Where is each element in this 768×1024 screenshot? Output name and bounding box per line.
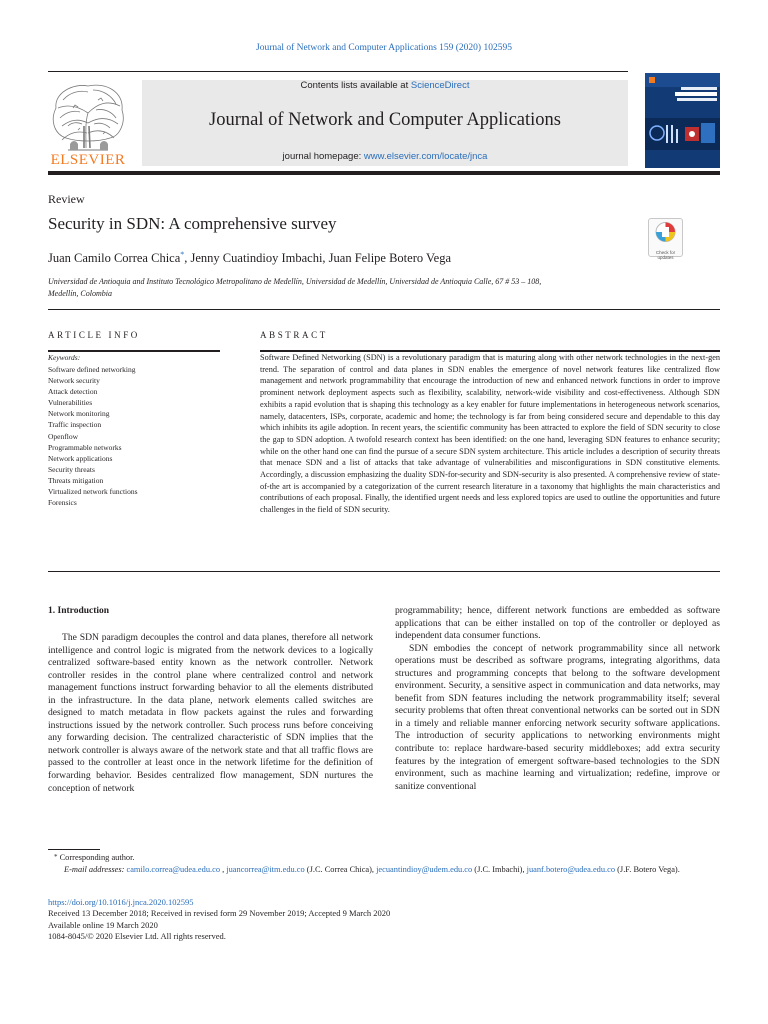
body-column-right [395,605,720,793]
email-link[interactable]: juanf.botero@udea.edu.co [526,864,616,874]
email-label: E-mail addresses: [64,864,125,874]
available-online: Available online 19 March 2020 [48,919,158,930]
sciencedirect-link[interactable]: ScienceDirect [410,80,470,91]
author-list [48,250,451,266]
article-type: Review [48,192,85,206]
email-link[interactable]: jecuantindioy@udem.edu.co [376,864,473,874]
keyword-item: Network monitoring [48,409,110,419]
section-rule [48,571,720,572]
keyword-item: Vulnerabilities [48,398,93,408]
header-thick-rule [48,171,720,175]
journal-title: Journal of Network and Computer Applications [209,110,561,130]
email-link[interactable]: juancorrea@itm.edu.co [226,864,305,874]
keyword-item: Security threats [48,464,95,474]
co-authors: , Jenny Cuatindioy Imbachi, Juan Felipe Botero Vega [184,251,452,266]
journal-cover-image [645,73,720,168]
footnote: * Corresponding author. E-mail addresses: camilo.correa@udea.edu.co , juancorrea@itm.edu.co (J.C. Correa Chica), jecuantindioy@udem.edu.co (J.C. Imbachi), juanf.botero@udea.edu.co (J.F. Botero Vega). [54,853,680,874]
keyword-item: Threats mitigation [48,475,104,485]
email-owner: (J.C. Imbachi), [474,864,525,874]
affiliation [48,276,608,300]
body-paragraph: The SDN paradigm decouples the control and data planes, therefore all network intelligence and control logic is migrated from the network devices to a logically centralized software-based entity known as the network controller. Network controller resides in the control plane where centralized control and network management functions instruct forwarding behavior to all the elements distributed in the infrastructure. In the data plane, network elements called switches are designed to match metadata in flow packets against the rules and forwarding instructions issued by the network controller. Such process runs before conceiving any forwarding decision. The centralized characteristic of SDN implies that the network controller is always aware of the network state and that all traffic flows are passed to the controller at least once in the network lifetime for the definition of forwarding behavior. Besides centralized flow management, SDN nurtures the conception of network [48,632,373,794]
homepage-line [142,151,628,162]
keyword-item: Network applications [48,453,113,463]
keyword-item: Traffic inspection [48,420,102,430]
affiliation-line: Universidad de Antioquia and Instituto Tecnológico Metropolitano de Medellín, Universidad de Medellín, Universidad de Antioquia Calle, 67 # 53 – 108, [48,277,542,286]
crossmark-icon [649,219,682,245]
article-metadata [48,897,720,943]
keyword-item: Software defined networking [48,365,136,374]
email-owner: (J.C. Correa Chica), [306,864,375,874]
crossmark-label: Check for updates [655,250,676,260]
contents-prefix: Contents lists available at [300,80,411,91]
keyword-item: Programmable networks [48,442,122,452]
received-dates: Received 13 December 2018; Received in revised form 29 November 2019; Accepted 9 March 2020 [48,908,391,919]
first-author: Juan Camilo Correa Chica [48,251,181,266]
journal-citation[interactable]: Journal of Network and Computer Applications 159 (2020) 102595 [256,43,512,53]
section-heading-introduction: 1. Introduction [48,606,110,616]
email-link[interactable]: camilo.correa@udea.edu.co [126,864,221,874]
keyword-item: Attack detection [48,387,98,397]
section-rule [48,350,220,352]
keywords-list [48,364,138,508]
keyword-item: Network security [48,376,100,386]
homepage-link[interactable]: www.elsevier.com/locate/jnca [363,151,488,162]
footnote-marker: * [54,853,58,861]
elsevier-wordmark: ELSEVIER [50,152,126,168]
body-paragraph: SDN embodies the concept of network programmability since all network operations must be described as software programs, integrating algorithms, data structures and programming concepts that belong to the software development environment. Security, a sensitive aspect in communication and data networks, may benefit from SDN features including the network programmability itself; several security problems that often threat conventional networks can be sorted out in SDN in a timely and reliable manner enforcing network security software applications. The introduction of security applications to networking environments might contribute to: replace hardware-based security middleboxes; add extra security features by the integration of emergent software-based technologies to the SDN environment, such as machine learning and virtualization; redefine, improve or sanitize conventional [395,642,720,792]
footnote-rule [48,849,100,850]
corresponding-author-marker[interactable]: * [180,250,185,259]
corresponding-author-note: Corresponding author. [59,853,135,862]
abstract-heading: ABSTRACT [260,330,328,340]
copyright: 1084-8045/© 2020 Elsevier Ltd. All rights reserved. [48,931,226,942]
affiliation-line: Medellín, Colombia [48,289,112,298]
doi-link[interactable]: https://doi.org/10.1016/j.jnca.2020.102595 [48,897,194,907]
header-rule [48,71,628,72]
abstract-text: Software Defined Networking (SDN) is a revolutionary paradigm that is maturing along with other network technologies in the next-gen trend. The separation of control and data planes in SDN enables the emergence of novel network features like centralized flow management and network programmability that encourage the introduction of new and enhanced network functions in order to improve prominent network deployment aspects such as flexibility, scalability, network-wide visibility and cost-effectiveness. Although SDN exhibits a rapid evolution that is shaping this technology as a key enabler for future implementations in heterogeneous network scenarios, namely, datacenters, ISPs, corporate, academic and home; the technology is far from being considered secure and dependable to this day which inhibits its agile adoption. In recent years, the scientific community has been attracted to explore the field of SDN security to close the gap to SDN adoption. A twofold research context has been identified: on the one hand, leveraging SDN features to enhance security; while on the other hand one can find the pursue of a secure SDN system architecture. This article includes a description of security threats that menace SDN and a list of attacks that take advantage of vulnerabilities and misconfigurations in SDN constitutive elements. Accordingly, a discussion emphasizing the duality SDN-for-security and SDN-security is also presented. A comprehensive review of state-of-the art is accompanied by a categorization of the current research literature in a taxonomy that highlights the main characteristics and contributions of each proposal. Finally, the identified urgent needs and less explored topics are used to outline the opportunities and future challenges in the field of SDN security. [260,353,720,515]
section-rule [48,309,720,310]
keyword-item: Forensics [48,498,77,508]
contents-line [142,80,628,91]
check-for-updates-badge[interactable] [648,218,683,260]
article-info-heading: ARTICLE INFO [48,330,140,340]
body-paragraph: programmability; hence, different network functions are embedded as software applications that can be either installed on top of the controller or deployed as independent data consumer functions. [395,605,720,642]
email-owner: (J.F. Botero Vega). [617,864,680,874]
homepage-prefix: journal homepage: [282,151,364,162]
keyword-item: Openflow [48,431,78,441]
keyword-item: Virtualized network functions [48,487,138,497]
keywords-label: Keywords: [48,353,81,362]
article-title: Security in SDN: A comprehensive survey [48,214,337,233]
